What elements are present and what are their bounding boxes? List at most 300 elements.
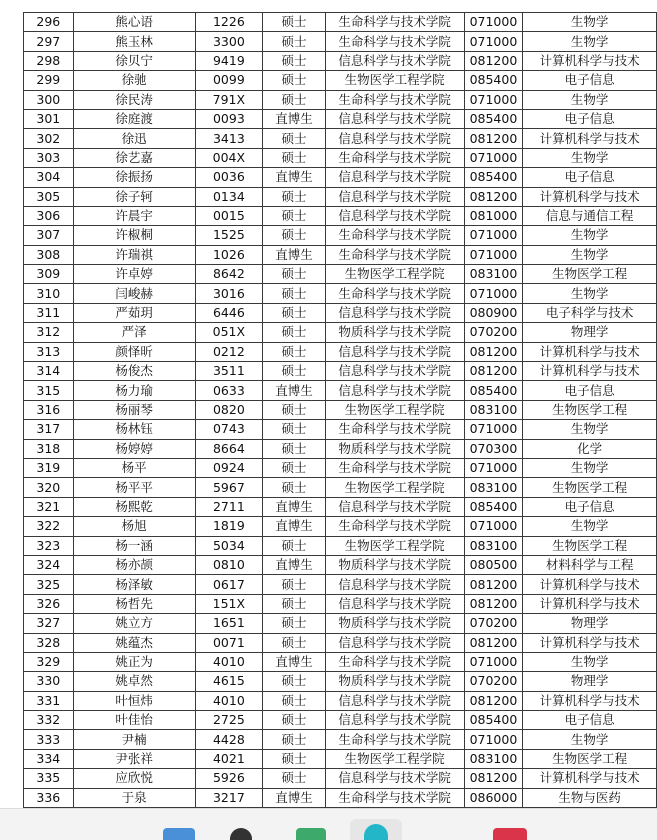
cell-major[interactable]: 计算机科学与技术 bbox=[523, 769, 657, 788]
cell-major[interactable]: 计算机科学与技术 bbox=[523, 129, 657, 148]
cell-major[interactable]: 生物学 bbox=[523, 652, 657, 671]
cell-college[interactable]: 信息科学与技术学院 bbox=[325, 769, 464, 788]
cell-id-suffix[interactable]: 4615 bbox=[195, 672, 263, 691]
cell-id-suffix[interactable]: 1525 bbox=[195, 226, 263, 245]
cell-major[interactable]: 生物学 bbox=[523, 517, 657, 536]
cell-row-number[interactable]: 321 bbox=[24, 497, 74, 516]
cell-degree-type[interactable]: 直博生 bbox=[263, 245, 326, 264]
cell-college[interactable]: 生命科学与技术学院 bbox=[325, 730, 464, 749]
cell-college[interactable]: 生命科学与技术学院 bbox=[325, 458, 464, 477]
cell-college[interactable]: 物质科学与技术学院 bbox=[325, 439, 464, 458]
cell-row-number[interactable]: 331 bbox=[24, 691, 74, 710]
cell-degree-type[interactable]: 硕士 bbox=[263, 323, 326, 342]
cell-student-name[interactable]: 许晨宇 bbox=[73, 206, 195, 225]
cell-major[interactable]: 电子信息 bbox=[523, 109, 657, 128]
cell-id-suffix[interactable]: 0810 bbox=[195, 555, 263, 574]
cell-id-suffix[interactable]: 0820 bbox=[195, 400, 263, 419]
file-explorer-icon[interactable] bbox=[163, 828, 195, 840]
cell-student-name[interactable]: 杨婷婷 bbox=[73, 439, 195, 458]
cell-major-code[interactable]: 070200 bbox=[464, 614, 523, 633]
cell-major[interactable]: 材料科学与工程 bbox=[523, 555, 657, 574]
cell-major-code[interactable]: 070200 bbox=[464, 672, 523, 691]
cell-degree-type[interactable]: 直博生 bbox=[263, 168, 326, 187]
cell-college[interactable]: 信息科学与技术学院 bbox=[325, 51, 464, 70]
cell-college[interactable]: 生命科学与技术学院 bbox=[325, 788, 464, 807]
cell-major-code[interactable]: 081000 bbox=[464, 206, 523, 225]
cell-degree-type[interactable]: 硕士 bbox=[263, 51, 326, 70]
cell-row-number[interactable]: 335 bbox=[24, 769, 74, 788]
cell-row-number[interactable]: 313 bbox=[24, 342, 74, 361]
cell-id-suffix[interactable]: 0743 bbox=[195, 420, 263, 439]
cell-student-name[interactable]: 徐庭渡 bbox=[73, 109, 195, 128]
cell-major[interactable]: 电子信息 bbox=[523, 71, 657, 90]
cell-degree-type[interactable]: 直博生 bbox=[263, 788, 326, 807]
cell-row-number[interactable]: 328 bbox=[24, 633, 74, 652]
cell-major-code[interactable]: 080500 bbox=[464, 555, 523, 574]
cell-major-code[interactable]: 071000 bbox=[464, 730, 523, 749]
cell-student-name[interactable]: 杨俊杰 bbox=[73, 362, 195, 381]
cell-degree-type[interactable]: 硕士 bbox=[263, 206, 326, 225]
cell-row-number[interactable]: 298 bbox=[24, 51, 74, 70]
cell-student-name[interactable]: 许卓婷 bbox=[73, 265, 195, 284]
cell-row-number[interactable]: 332 bbox=[24, 711, 74, 730]
cell-student-name[interactable]: 徐迅 bbox=[73, 129, 195, 148]
cell-major[interactable]: 生物学 bbox=[523, 284, 657, 303]
cell-major[interactable]: 计算机科学与技术 bbox=[523, 633, 657, 652]
cell-row-number[interactable]: 304 bbox=[24, 168, 74, 187]
cell-degree-type[interactable]: 硕士 bbox=[263, 575, 326, 594]
cell-major[interactable]: 生物医学工程 bbox=[523, 536, 657, 555]
cell-major[interactable]: 生物学 bbox=[523, 90, 657, 109]
cell-degree-type[interactable]: 硕士 bbox=[263, 536, 326, 555]
cell-college[interactable]: 信息科学与技术学院 bbox=[325, 691, 464, 710]
cell-id-suffix[interactable]: 1026 bbox=[195, 245, 263, 264]
cell-id-suffix[interactable]: 0134 bbox=[195, 187, 263, 206]
cell-student-name[interactable]: 杨一涵 bbox=[73, 536, 195, 555]
cell-row-number[interactable]: 334 bbox=[24, 749, 74, 768]
cell-major-code[interactable]: 085400 bbox=[464, 497, 523, 516]
cell-major[interactable]: 物理学 bbox=[523, 614, 657, 633]
cell-degree-type[interactable]: 硕士 bbox=[263, 672, 326, 691]
cell-id-suffix[interactable]: 791X bbox=[195, 90, 263, 109]
cell-row-number[interactable]: 324 bbox=[24, 555, 74, 574]
cell-row-number[interactable]: 301 bbox=[24, 109, 74, 128]
cell-id-suffix[interactable]: 2711 bbox=[195, 497, 263, 516]
cell-degree-type[interactable]: 硕士 bbox=[263, 691, 326, 710]
cell-row-number[interactable]: 318 bbox=[24, 439, 74, 458]
cell-student-name[interactable]: 熊玉林 bbox=[73, 32, 195, 51]
cell-major-code[interactable]: 071000 bbox=[464, 420, 523, 439]
cell-id-suffix[interactable]: 5926 bbox=[195, 769, 263, 788]
cell-degree-type[interactable]: 硕士 bbox=[263, 420, 326, 439]
cell-college[interactable]: 信息科学与技术学院 bbox=[325, 497, 464, 516]
cell-student-name[interactable]: 杨哲先 bbox=[73, 594, 195, 613]
table-row bbox=[24, 226, 657, 245]
cell-degree-type[interactable]: 硕士 bbox=[263, 32, 326, 51]
cell-major-code[interactable]: 070300 bbox=[464, 439, 523, 458]
cell-major-code[interactable]: 071000 bbox=[464, 148, 523, 167]
cell-degree-type[interactable]: 硕士 bbox=[263, 439, 326, 458]
cell-major-code[interactable]: 071000 bbox=[464, 517, 523, 536]
cell-college[interactable]: 生物医学工程学院 bbox=[325, 265, 464, 284]
cell-id-suffix[interactable]: 3511 bbox=[195, 362, 263, 381]
cell-degree-type[interactable]: 硕士 bbox=[263, 13, 326, 32]
cell-degree-type[interactable]: 硕士 bbox=[263, 633, 326, 652]
cell-id-suffix[interactable]: 6446 bbox=[195, 303, 263, 322]
cell-college[interactable]: 物质科学与技术学院 bbox=[325, 614, 464, 633]
cell-college[interactable]: 信息科学与技术学院 bbox=[325, 575, 464, 594]
cell-id-suffix[interactable]: 151X bbox=[195, 594, 263, 613]
cell-college[interactable]: 信息科学与技术学院 bbox=[325, 594, 464, 613]
cell-college[interactable]: 生命科学与技术学院 bbox=[325, 13, 464, 32]
cell-id-suffix[interactable]: 1226 bbox=[195, 13, 263, 32]
cell-major[interactable]: 计算机科学与技术 bbox=[523, 575, 657, 594]
cell-row-number[interactable]: 305 bbox=[24, 187, 74, 206]
table-row bbox=[24, 400, 657, 419]
cell-student-name[interactable]: 尹楠 bbox=[73, 730, 195, 749]
cell-college[interactable]: 信息科学与技术学院 bbox=[325, 342, 464, 361]
cell-student-name[interactable]: 杨泽敏 bbox=[73, 575, 195, 594]
cell-student-name[interactable]: 姚卓然 bbox=[73, 672, 195, 691]
cell-college[interactable]: 信息科学与技术学院 bbox=[325, 168, 464, 187]
cell-student-name[interactable]: 许瑞祺 bbox=[73, 245, 195, 264]
left-margin bbox=[0, 0, 23, 808]
cell-degree-type[interactable]: 硕士 bbox=[263, 71, 326, 90]
cell-college[interactable]: 生物医学工程学院 bbox=[325, 400, 464, 419]
cell-degree-type[interactable]: 硕士 bbox=[263, 400, 326, 419]
cell-major-code[interactable]: 081200 bbox=[464, 187, 523, 206]
cell-college[interactable]: 信息科学与技术学院 bbox=[325, 206, 464, 225]
cell-student-name[interactable]: 严泽 bbox=[73, 323, 195, 342]
cell-row-number[interactable]: 326 bbox=[24, 594, 74, 613]
cell-major[interactable]: 生物学 bbox=[523, 420, 657, 439]
cell-row-number[interactable]: 300 bbox=[24, 90, 74, 109]
cell-major-code[interactable]: 081200 bbox=[464, 691, 523, 710]
cell-college[interactable]: 生命科学与技术学院 bbox=[325, 420, 464, 439]
cell-major-code[interactable]: 071000 bbox=[464, 652, 523, 671]
cell-id-suffix[interactable]: 5967 bbox=[195, 478, 263, 497]
cell-student-name[interactable]: 杨平平 bbox=[73, 478, 195, 497]
cell-major-code[interactable]: 085400 bbox=[464, 711, 523, 730]
cell-college[interactable]: 生命科学与技术学院 bbox=[325, 90, 464, 109]
cell-major[interactable]: 化学 bbox=[523, 439, 657, 458]
table-row bbox=[24, 342, 657, 361]
cell-student-name[interactable]: 徐子轲 bbox=[73, 187, 195, 206]
cell-row-number[interactable]: 314 bbox=[24, 362, 74, 381]
cell-college[interactable]: 信息科学与技术学院 bbox=[325, 303, 464, 322]
cell-major[interactable]: 电子信息 bbox=[523, 711, 657, 730]
cell-degree-type[interactable]: 硕士 bbox=[263, 362, 326, 381]
cell-major-code[interactable]: 071000 bbox=[464, 284, 523, 303]
cell-row-number[interactable]: 299 bbox=[24, 71, 74, 90]
cell-degree-type[interactable]: 硕士 bbox=[263, 749, 326, 768]
cell-college[interactable]: 物质科学与技术学院 bbox=[325, 323, 464, 342]
cell-major[interactable]: 计算机科学与技术 bbox=[523, 187, 657, 206]
cell-id-suffix[interactable]: 1819 bbox=[195, 517, 263, 536]
cell-major-code[interactable]: 071000 bbox=[464, 458, 523, 477]
cell-id-suffix[interactable]: 051X bbox=[195, 323, 263, 342]
table-row bbox=[24, 148, 657, 167]
cell-id-suffix[interactable]: 3413 bbox=[195, 129, 263, 148]
app-icon[interactable] bbox=[493, 828, 527, 840]
cell-student-name[interactable]: 姚立方 bbox=[73, 614, 195, 633]
cell-row-number[interactable]: 320 bbox=[24, 478, 74, 497]
cell-student-name[interactable]: 徐民涛 bbox=[73, 90, 195, 109]
cell-major[interactable]: 生物学 bbox=[523, 13, 657, 32]
cell-id-suffix[interactable]: 0633 bbox=[195, 381, 263, 400]
cell-id-suffix[interactable]: 5034 bbox=[195, 536, 263, 555]
cell-major-code[interactable]: 070200 bbox=[464, 323, 523, 342]
cell-major[interactable]: 计算机科学与技术 bbox=[523, 342, 657, 361]
cell-major[interactable]: 生物医学工程 bbox=[523, 265, 657, 284]
cell-college[interactable]: 生命科学与技术学院 bbox=[325, 32, 464, 51]
cell-major-code[interactable]: 085400 bbox=[464, 109, 523, 128]
cell-id-suffix[interactable]: 4010 bbox=[195, 691, 263, 710]
cell-major[interactable]: 生物与医药 bbox=[523, 788, 657, 807]
cell-id-suffix[interactable]: 0015 bbox=[195, 206, 263, 225]
cell-id-suffix[interactable]: 4010 bbox=[195, 652, 263, 671]
spreadsheet-icon[interactable] bbox=[296, 828, 326, 840]
cell-row-number[interactable]: 310 bbox=[24, 284, 74, 303]
cell-major-code[interactable]: 071000 bbox=[464, 245, 523, 264]
cell-row-number[interactable]: 316 bbox=[24, 400, 74, 419]
cell-degree-type[interactable]: 硕士 bbox=[263, 711, 326, 730]
cell-id-suffix[interactable]: 004X bbox=[195, 148, 263, 167]
cell-major[interactable]: 生物学 bbox=[523, 245, 657, 264]
cell-major-code[interactable]: 083100 bbox=[464, 400, 523, 419]
cell-college[interactable]: 信息科学与技术学院 bbox=[325, 109, 464, 128]
cell-college[interactable]: 生物医学工程学院 bbox=[325, 71, 464, 90]
cell-major-code[interactable]: 085400 bbox=[464, 381, 523, 400]
cell-degree-type[interactable]: 硕士 bbox=[263, 226, 326, 245]
cell-major-code[interactable]: 080900 bbox=[464, 303, 523, 322]
cell-student-name[interactable]: 应欣悦 bbox=[73, 769, 195, 788]
cell-student-name[interactable]: 许椒桐 bbox=[73, 226, 195, 245]
cell-student-name[interactable]: 叶佳怡 bbox=[73, 711, 195, 730]
cell-degree-type[interactable]: 直博生 bbox=[263, 517, 326, 536]
cell-id-suffix[interactable]: 0212 bbox=[195, 342, 263, 361]
cell-college[interactable]: 信息科学与技术学院 bbox=[325, 129, 464, 148]
cell-college[interactable]: 生命科学与技术学院 bbox=[325, 284, 464, 303]
table-row bbox=[24, 51, 657, 70]
cell-student-name[interactable]: 尹张祥 bbox=[73, 749, 195, 768]
cell-id-suffix[interactable]: 3217 bbox=[195, 788, 263, 807]
cell-college[interactable]: 生命科学与技术学院 bbox=[325, 245, 464, 264]
cell-student-name[interactable]: 杨熙乾 bbox=[73, 497, 195, 516]
cell-major[interactable]: 计算机科学与技术 bbox=[523, 691, 657, 710]
cell-student-name[interactable]: 徐驰 bbox=[73, 71, 195, 90]
cell-student-name[interactable]: 徐艺嘉 bbox=[73, 148, 195, 167]
cell-college[interactable]: 信息科学与技术学院 bbox=[325, 381, 464, 400]
cell-major-code[interactable]: 083100 bbox=[464, 478, 523, 497]
cell-major-code[interactable]: 081200 bbox=[464, 594, 523, 613]
cell-row-number[interactable]: 311 bbox=[24, 303, 74, 322]
cell-degree-type[interactable]: 直博生 bbox=[263, 497, 326, 516]
cell-college[interactable]: 信息科学与技术学院 bbox=[325, 362, 464, 381]
cell-degree-type[interactable]: 硕士 bbox=[263, 342, 326, 361]
cell-id-suffix[interactable]: 4428 bbox=[195, 730, 263, 749]
cell-major[interactable]: 生物学 bbox=[523, 32, 657, 51]
cell-degree-type[interactable]: 硕士 bbox=[263, 614, 326, 633]
cell-major-code[interactable]: 081200 bbox=[464, 362, 523, 381]
cell-major[interactable]: 生物医学工程 bbox=[523, 478, 657, 497]
cell-student-name[interactable]: 于泉 bbox=[73, 788, 195, 807]
cell-id-suffix[interactable]: 0093 bbox=[195, 109, 263, 128]
cell-row-number[interactable]: 323 bbox=[24, 536, 74, 555]
cell-major-code[interactable]: 071000 bbox=[464, 90, 523, 109]
cell-row-number[interactable]: 306 bbox=[24, 206, 74, 225]
cell-row-number[interactable]: 308 bbox=[24, 245, 74, 264]
cell-degree-type[interactable]: 硕士 bbox=[263, 129, 326, 148]
cell-degree-type[interactable]: 直博生 bbox=[263, 109, 326, 128]
cell-college[interactable]: 生命科学与技术学院 bbox=[325, 148, 464, 167]
cell-college[interactable]: 物质科学与技术学院 bbox=[325, 555, 464, 574]
cell-major-code[interactable]: 081200 bbox=[464, 769, 523, 788]
cell-id-suffix[interactable]: 4021 bbox=[195, 749, 263, 768]
cell-major[interactable]: 计算机科学与技术 bbox=[523, 594, 657, 613]
cell-degree-type[interactable]: 直博生 bbox=[263, 381, 326, 400]
cell-degree-type[interactable]: 硕士 bbox=[263, 730, 326, 749]
cell-major[interactable]: 信息与通信工程 bbox=[523, 206, 657, 225]
cell-major[interactable]: 电子科学与技术 bbox=[523, 303, 657, 322]
cell-student-name[interactable]: 叶恒炜 bbox=[73, 691, 195, 710]
browser-icon[interactable] bbox=[230, 828, 252, 840]
cell-degree-type[interactable]: 硕士 bbox=[263, 769, 326, 788]
cell-degree-type[interactable]: 直博生 bbox=[263, 652, 326, 671]
cell-college[interactable]: 生命科学与技术学院 bbox=[325, 652, 464, 671]
cell-student-name[interactable]: 严茹玥 bbox=[73, 303, 195, 322]
cell-college[interactable]: 信息科学与技术学院 bbox=[325, 187, 464, 206]
cell-student-name[interactable]: 徐振扬 bbox=[73, 168, 195, 187]
cell-major[interactable]: 电子信息 bbox=[523, 168, 657, 187]
cell-row-number[interactable]: 307 bbox=[24, 226, 74, 245]
cell-college[interactable]: 信息科学与技术学院 bbox=[325, 711, 464, 730]
cell-major-code[interactable]: 071000 bbox=[464, 13, 523, 32]
cell-student-name[interactable]: 徐贝宁 bbox=[73, 51, 195, 70]
cell-row-number[interactable]: 296 bbox=[24, 13, 74, 32]
cell-major[interactable]: 生物学 bbox=[523, 226, 657, 245]
cell-degree-type[interactable]: 硕士 bbox=[263, 594, 326, 613]
cell-major[interactable]: 生物医学工程 bbox=[523, 400, 657, 419]
cell-major-code[interactable]: 071000 bbox=[464, 32, 523, 51]
cell-major-code[interactable]: 083100 bbox=[464, 749, 523, 768]
cell-major-code[interactable]: 071000 bbox=[464, 226, 523, 245]
cell-student-name[interactable]: 熊心语 bbox=[73, 13, 195, 32]
cell-degree-type[interactable]: 硕士 bbox=[263, 458, 326, 477]
cell-student-name[interactable]: 闫峻赫 bbox=[73, 284, 195, 303]
cell-row-number[interactable]: 336 bbox=[24, 788, 74, 807]
cell-major[interactable]: 生物学 bbox=[523, 148, 657, 167]
cell-major-code[interactable]: 086000 bbox=[464, 788, 523, 807]
cell-row-number[interactable]: 327 bbox=[24, 614, 74, 633]
cell-major[interactable]: 生物学 bbox=[523, 730, 657, 749]
cell-college[interactable]: 生命科学与技术学院 bbox=[325, 517, 464, 536]
cell-row-number[interactable]: 322 bbox=[24, 517, 74, 536]
cell-college[interactable]: 生物医学工程学院 bbox=[325, 536, 464, 555]
cell-id-suffix[interactable]: 0036 bbox=[195, 168, 263, 187]
cell-major-code[interactable]: 081200 bbox=[464, 129, 523, 148]
cell-id-suffix[interactable]: 8664 bbox=[195, 439, 263, 458]
cell-id-suffix[interactable]: 0924 bbox=[195, 458, 263, 477]
cell-degree-type[interactable]: 硕士 bbox=[263, 90, 326, 109]
cell-id-suffix[interactable]: 0071 bbox=[195, 633, 263, 652]
cell-row-number[interactable]: 317 bbox=[24, 420, 74, 439]
active-app-button[interactable] bbox=[350, 819, 402, 840]
cell-student-name[interactable]: 姚正为 bbox=[73, 652, 195, 671]
cell-major-code[interactable]: 085400 bbox=[464, 168, 523, 187]
cell-degree-type[interactable]: 直博生 bbox=[263, 555, 326, 574]
cell-student-name[interactable]: 杨力瑜 bbox=[73, 381, 195, 400]
cell-row-number[interactable]: 333 bbox=[24, 730, 74, 749]
cell-major-code[interactable]: 081200 bbox=[464, 575, 523, 594]
cell-degree-type[interactable]: 硕士 bbox=[263, 284, 326, 303]
cell-id-suffix[interactable]: 0099 bbox=[195, 71, 263, 90]
cell-student-name[interactable]: 杨林钰 bbox=[73, 420, 195, 439]
cell-row-number[interactable]: 319 bbox=[24, 458, 74, 477]
cell-degree-type[interactable]: 硕士 bbox=[263, 148, 326, 167]
cell-row-number[interactable]: 330 bbox=[24, 672, 74, 691]
cell-id-suffix[interactable]: 0617 bbox=[195, 575, 263, 594]
cell-college[interactable]: 生物医学工程学院 bbox=[325, 749, 464, 768]
cell-student-name[interactable]: 颜怿昕 bbox=[73, 342, 195, 361]
cell-student-name[interactable]: 杨平 bbox=[73, 458, 195, 477]
cell-row-number[interactable]: 325 bbox=[24, 575, 74, 594]
cell-row-number[interactable]: 309 bbox=[24, 265, 74, 284]
cell-college[interactable]: 生物医学工程学院 bbox=[325, 478, 464, 497]
cell-college[interactable]: 生命科学与技术学院 bbox=[325, 226, 464, 245]
cell-student-name[interactable]: 杨丽琴 bbox=[73, 400, 195, 419]
cell-id-suffix[interactable]: 1651 bbox=[195, 614, 263, 633]
cell-id-suffix[interactable]: 9419 bbox=[195, 51, 263, 70]
cell-college[interactable]: 物质科学与技术学院 bbox=[325, 672, 464, 691]
cell-degree-type[interactable]: 硕士 bbox=[263, 303, 326, 322]
cell-degree-type[interactable]: 硕士 bbox=[263, 478, 326, 497]
cell-major-code[interactable]: 081200 bbox=[464, 51, 523, 70]
cell-major[interactable]: 计算机科学与技术 bbox=[523, 362, 657, 381]
cell-id-suffix[interactable]: 8642 bbox=[195, 265, 263, 284]
cell-major-code[interactable]: 083100 bbox=[464, 536, 523, 555]
cell-major-code[interactable]: 083100 bbox=[464, 265, 523, 284]
cell-major[interactable]: 物理学 bbox=[523, 672, 657, 691]
cell-college[interactable]: 信息科学与技术学院 bbox=[325, 633, 464, 652]
table-row bbox=[24, 439, 657, 458]
cell-degree-type[interactable]: 硕士 bbox=[263, 265, 326, 284]
cell-major[interactable]: 电子信息 bbox=[523, 497, 657, 516]
cell-student-name[interactable]: 姚蕴杰 bbox=[73, 633, 195, 652]
cell-major-code[interactable]: 081200 bbox=[464, 633, 523, 652]
cell-major[interactable]: 电子信息 bbox=[523, 381, 657, 400]
cell-row-number[interactable]: 302 bbox=[24, 129, 74, 148]
cell-major[interactable]: 生物医学工程 bbox=[523, 749, 657, 768]
cell-row-number[interactable]: 329 bbox=[24, 652, 74, 671]
cell-major[interactable]: 物理学 bbox=[523, 323, 657, 342]
cell-row-number[interactable]: 297 bbox=[24, 32, 74, 51]
cell-major-code[interactable]: 081200 bbox=[464, 342, 523, 361]
cell-id-suffix[interactable]: 2725 bbox=[195, 711, 263, 730]
cell-id-suffix[interactable]: 3300 bbox=[195, 32, 263, 51]
table-row bbox=[24, 730, 657, 749]
cell-row-number[interactable]: 303 bbox=[24, 148, 74, 167]
cell-major[interactable]: 生物学 bbox=[523, 458, 657, 477]
cell-id-suffix[interactable]: 3016 bbox=[195, 284, 263, 303]
cell-major[interactable]: 计算机科学与技术 bbox=[523, 51, 657, 70]
cell-student-name[interactable]: 杨亦颉 bbox=[73, 555, 195, 574]
cell-major-code[interactable]: 085400 bbox=[464, 71, 523, 90]
cell-row-number[interactable]: 315 bbox=[24, 381, 74, 400]
cell-degree-type[interactable]: 硕士 bbox=[263, 187, 326, 206]
cell-row-number[interactable]: 312 bbox=[24, 323, 74, 342]
cell-student-name[interactable]: 杨旭 bbox=[73, 517, 195, 536]
